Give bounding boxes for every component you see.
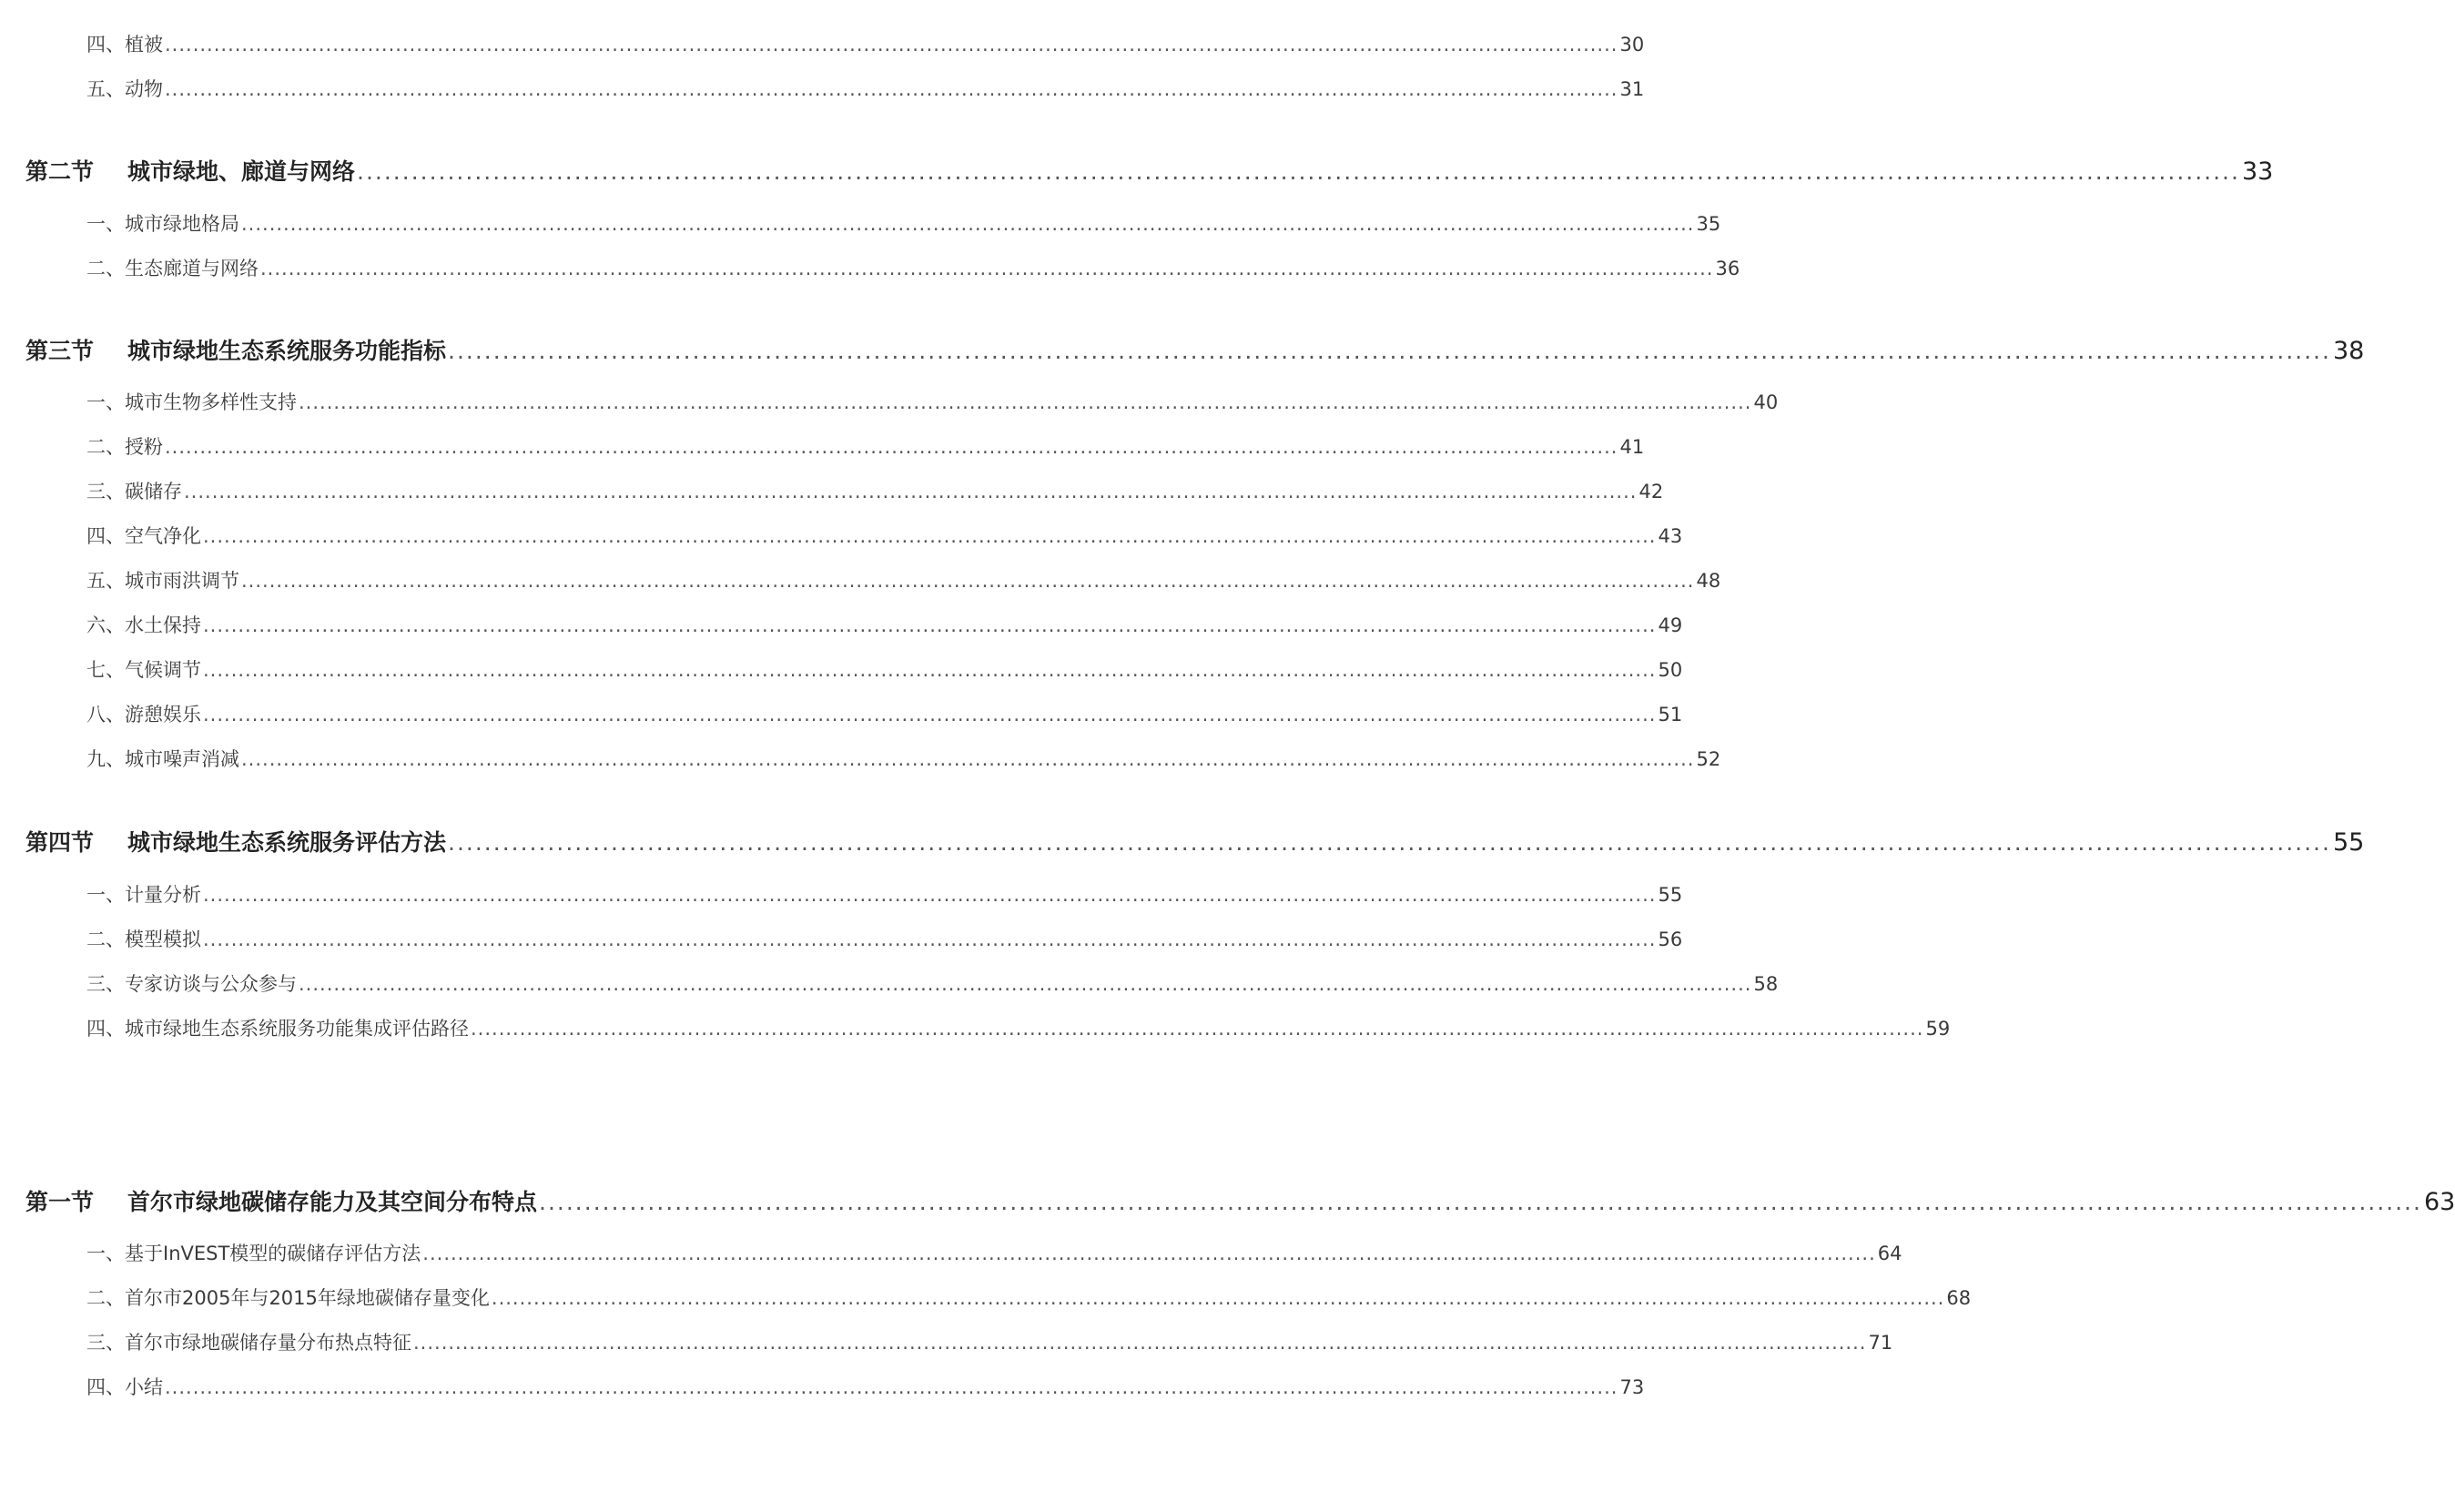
entry-label: 六、水土保持: [86, 614, 201, 636]
toc-entry[interactable]: [86, 1014, 1951, 1041]
entry-label: 四、植被: [86, 34, 163, 56]
page-number: 40: [1753, 391, 1779, 413]
entry-label: 三、专家访谈与公众参与: [86, 973, 297, 995]
toc-entry[interactable]: [86, 880, 1683, 908]
entry-label: 二、生态廊道与网络: [86, 258, 259, 279]
page-number: 36: [1715, 258, 1740, 279]
page-number: 50: [1658, 659, 1683, 681]
toc-entry[interactable]: [86, 522, 1683, 549]
page-number: 31: [1619, 78, 1645, 100]
toc-entry[interactable]: [86, 925, 1683, 952]
leader-dots: ................................................................................................................................................................................................................: [203, 525, 1657, 547]
section-title-group: [25, 154, 355, 187]
leader-dots: ................................................................................................................................................................................................................: [241, 213, 1695, 235]
section-title: 城市绿地生态系统服务功能指标: [127, 338, 447, 364]
toc-entry[interactable]: [86, 1328, 1893, 1355]
page-number: 48: [1696, 570, 1721, 592]
leader-dots: ................................................................................................................................................................................................................: [203, 929, 1657, 950]
leader-dots: ................................................................................................................................................................................................................: [165, 1376, 1618, 1398]
entry-label: 一、城市绿地格局: [86, 213, 239, 235]
leader-dots: ................................................................................................................................................................................................................: [299, 973, 1752, 995]
toc-entry[interactable]: [86, 1239, 1902, 1266]
page-number: 58: [1753, 973, 1779, 995]
entry-label: 一、计量分析: [86, 884, 201, 906]
leader-dots: ................................................................................................................................................................................................................: [203, 614, 1657, 636]
page-number: 41: [1619, 436, 1645, 458]
toc-section-heading[interactable]: [25, 154, 2274, 186]
section-number: 第三节: [25, 338, 95, 364]
toc-entry[interactable]: [86, 75, 1645, 102]
section-number: 第四节: [25, 829, 95, 856]
page-number: 59: [1925, 1018, 1951, 1040]
section-title-group: [25, 1184, 537, 1217]
entry-label: 四、空气净化: [86, 525, 201, 547]
page-number: 51: [1658, 704, 1683, 726]
leader-dots: ................................................................................................................................................................................................................: [165, 34, 1618, 56]
page-number: 38: [2332, 337, 2365, 365]
leader-dots: ................................................................................................................................................................................................................: [203, 884, 1657, 906]
leader-dots: ................................................................................................................................................................................................................: [422, 1243, 1876, 1264]
entry-label: 三、首尔市绿地碳储存量分布热点特征: [86, 1332, 411, 1354]
leader-dots: ................................................................................................................................................................................................................: [413, 1332, 1867, 1354]
toc-entry[interactable]: [86, 209, 1721, 237]
toc-entry[interactable]: [86, 477, 1664, 504]
toc-entry[interactable]: [86, 745, 1721, 772]
leader-dots: ................................................................................................................................................................................................................: [241, 570, 1695, 592]
leader-dots: ................................................................................................................................................................................................................: [184, 481, 1638, 502]
section-number: 第一节: [25, 1189, 95, 1215]
page-number: 71: [1868, 1332, 1893, 1354]
toc-entry[interactable]: [86, 388, 1779, 415]
entry-label: 一、城市生物多样性支持: [86, 391, 297, 413]
entry-label: 五、城市雨洪调节: [86, 570, 239, 592]
leader-dots: ................................................................................................................................................................................................................: [539, 1189, 2422, 1215]
page-number: 43: [1658, 525, 1683, 547]
section-title-group: [25, 825, 446, 857]
page-number: 35: [1696, 213, 1721, 235]
page-number: 55: [1658, 884, 1683, 906]
toc-entry[interactable]: [86, 30, 1645, 57]
entry-label: 二、授粉: [86, 436, 163, 458]
entry-label: 五、动物: [86, 78, 163, 100]
toc-entry[interactable]: [86, 700, 1683, 727]
page-number: 42: [1638, 481, 1664, 502]
toc-section-heading[interactable]: [25, 825, 2365, 857]
section-title: 城市绿地生态系统服务评估方法: [127, 829, 447, 856]
page-number: 33: [2241, 157, 2274, 186]
toc-entry[interactable]: [86, 254, 1740, 281]
leader-dots: ................................................................................................................................................................................................................: [165, 436, 1618, 458]
leader-dots: ................................................................................................................................................................................................................: [241, 748, 1695, 770]
leader-dots: ................................................................................................................................................................................................................: [448, 338, 2331, 364]
leader-dots: ................................................................................................................................................................................................................: [203, 659, 1657, 681]
page-number: 64: [1877, 1243, 1902, 1264]
toc-entry[interactable]: [86, 1373, 1645, 1400]
toc-entry[interactable]: [86, 432, 1645, 460]
entry-label: 二、模型模拟: [86, 929, 201, 950]
entry-label: 三、碳储存: [86, 481, 182, 502]
entry-label: 四、小结: [86, 1376, 163, 1398]
toc-entry[interactable]: [86, 1284, 1972, 1311]
toc-entry[interactable]: [86, 566, 1721, 594]
leader-dots: ................................................................................................................................................................................................................: [299, 391, 1752, 413]
entry-label: 四、城市绿地生态系统服务功能集成评估路径: [86, 1018, 469, 1040]
page-number: 63: [2423, 1188, 2455, 1216]
leader-dots: ................................................................................................................................................................................................................: [491, 1287, 1945, 1309]
page-number: 68: [1946, 1287, 1972, 1309]
entry-label: 八、游憩娱乐: [86, 704, 201, 726]
page-number: 49: [1658, 614, 1683, 636]
page-number: 73: [1619, 1376, 1645, 1398]
toc-entry[interactable]: [86, 611, 1683, 638]
entry-label: 一、基于InVEST模型的碳储存评估方法: [86, 1243, 421, 1264]
toc-entry[interactable]: [86, 655, 1683, 683]
leader-dots: ................................................................................................................................................................................................................: [357, 158, 2240, 185]
toc-section-heading[interactable]: [25, 1184, 2455, 1216]
page-number: 52: [1696, 748, 1721, 770]
entry-label: 九、城市噪声消减: [86, 748, 239, 770]
leader-dots: ................................................................................................................................................................................................................: [448, 829, 2331, 856]
leader-dots: ................................................................................................................................................................................................................: [260, 258, 1714, 279]
section-number: 第二节: [25, 158, 95, 185]
page-number: 56: [1658, 929, 1683, 950]
toc-entry[interactable]: [86, 969, 1779, 997]
entry-label: 二、首尔市2005年与2015年绿地碳储存量变化: [86, 1287, 490, 1309]
section-title-group: [25, 333, 446, 366]
entry-label: 七、气候调节: [86, 659, 201, 681]
section-title: 首尔市绿地碳储存能力及其空间分布特点: [127, 1189, 538, 1215]
section-title: 城市绿地、廊道与网络: [127, 158, 356, 185]
leader-dots: ................................................................................................................................................................................................................: [165, 78, 1618, 100]
toc-section-heading[interactable]: [25, 333, 2365, 365]
page-number: 30: [1619, 34, 1645, 56]
leader-dots: ................................................................................................................................................................................................................: [471, 1018, 1924, 1040]
leader-dots: ................................................................................................................................................................................................................: [203, 704, 1657, 726]
page-number: 55: [2332, 828, 2365, 857]
